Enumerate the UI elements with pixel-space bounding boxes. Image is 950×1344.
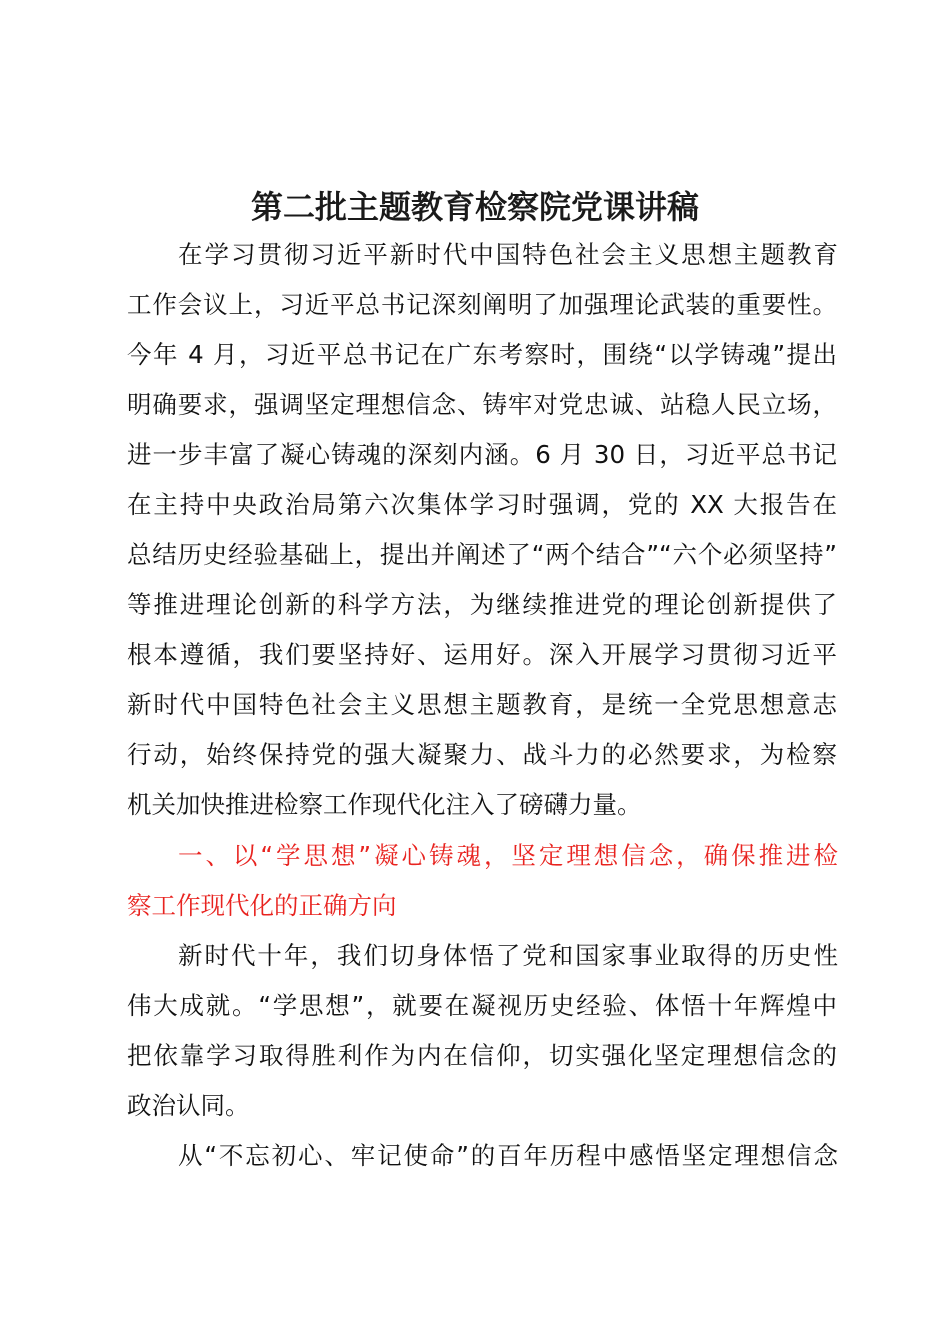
body-line: 把依靠学习取得胜利作为内在信仰，切实强化坚定理想信念的 bbox=[127, 1041, 837, 1070]
body-line: 总结历史经验基础上，提出并阐述了“两个结合”“六个必须坚持” bbox=[127, 540, 837, 569]
body-line: 进一步丰富了凝心铸魂的深刻内涵。6 月 30 日，习近平总书记 bbox=[127, 440, 837, 469]
body-line: 工作会议上，习近平总书记深刻阐明了加强理论武装的重要性。 bbox=[127, 290, 837, 319]
body-line: 伟大成就。“学思想”，就要在凝视历史经验、体悟十年辉煌中 bbox=[127, 991, 837, 1020]
document-title: 第二批主题教育检察院党课讲稿 bbox=[250, 188, 699, 226]
body-line: 根本遵循，我们要坚持好、运用好。深入开展学习贯彻习近平 bbox=[127, 640, 837, 669]
body-line: 行动，始终保持党的强大凝聚力、战斗力的必然要求，为检察 bbox=[127, 740, 837, 769]
body-line: 在学习贯彻习近平新时代中国特色社会主义思想主题教育 bbox=[178, 240, 838, 269]
body-line: 今年 4 月，习近平总书记在广东考察时，围绕“以学铸魂”提出 bbox=[127, 340, 837, 369]
body-line: 机关加快推进检察工作现代化注入了磅礴力量。 bbox=[127, 790, 642, 819]
section-heading: 察工作现代化的正确方向 bbox=[127, 891, 397, 920]
body-line: 新时代十年，我们切身体悟了党和国家事业取得的历史性 bbox=[178, 941, 838, 970]
body-line: 新时代中国特色社会主义思想主题教育，是统一全党思想意志 bbox=[127, 690, 837, 719]
body-line: 从“不忘初心、牢记使命”的百年历程中感悟坚定理想信念 bbox=[178, 1141, 838, 1170]
section-heading: 一、以“学思想”凝心铸魂，坚定理想信念，确保推进检 bbox=[178, 841, 838, 870]
body-line: 政治认同。 bbox=[127, 1091, 250, 1120]
body-line: 在主持中央政治局第六次集体学习时强调，党的 XX 大报告在 bbox=[127, 490, 837, 519]
body-line: 明确要求，强调坚定理想信念、铸牢对党忠诚、站稳人民立场， bbox=[127, 390, 837, 419]
body-line: 等推进理论创新的科学方法，为继续推进党的理论创新提供了 bbox=[127, 590, 837, 619]
